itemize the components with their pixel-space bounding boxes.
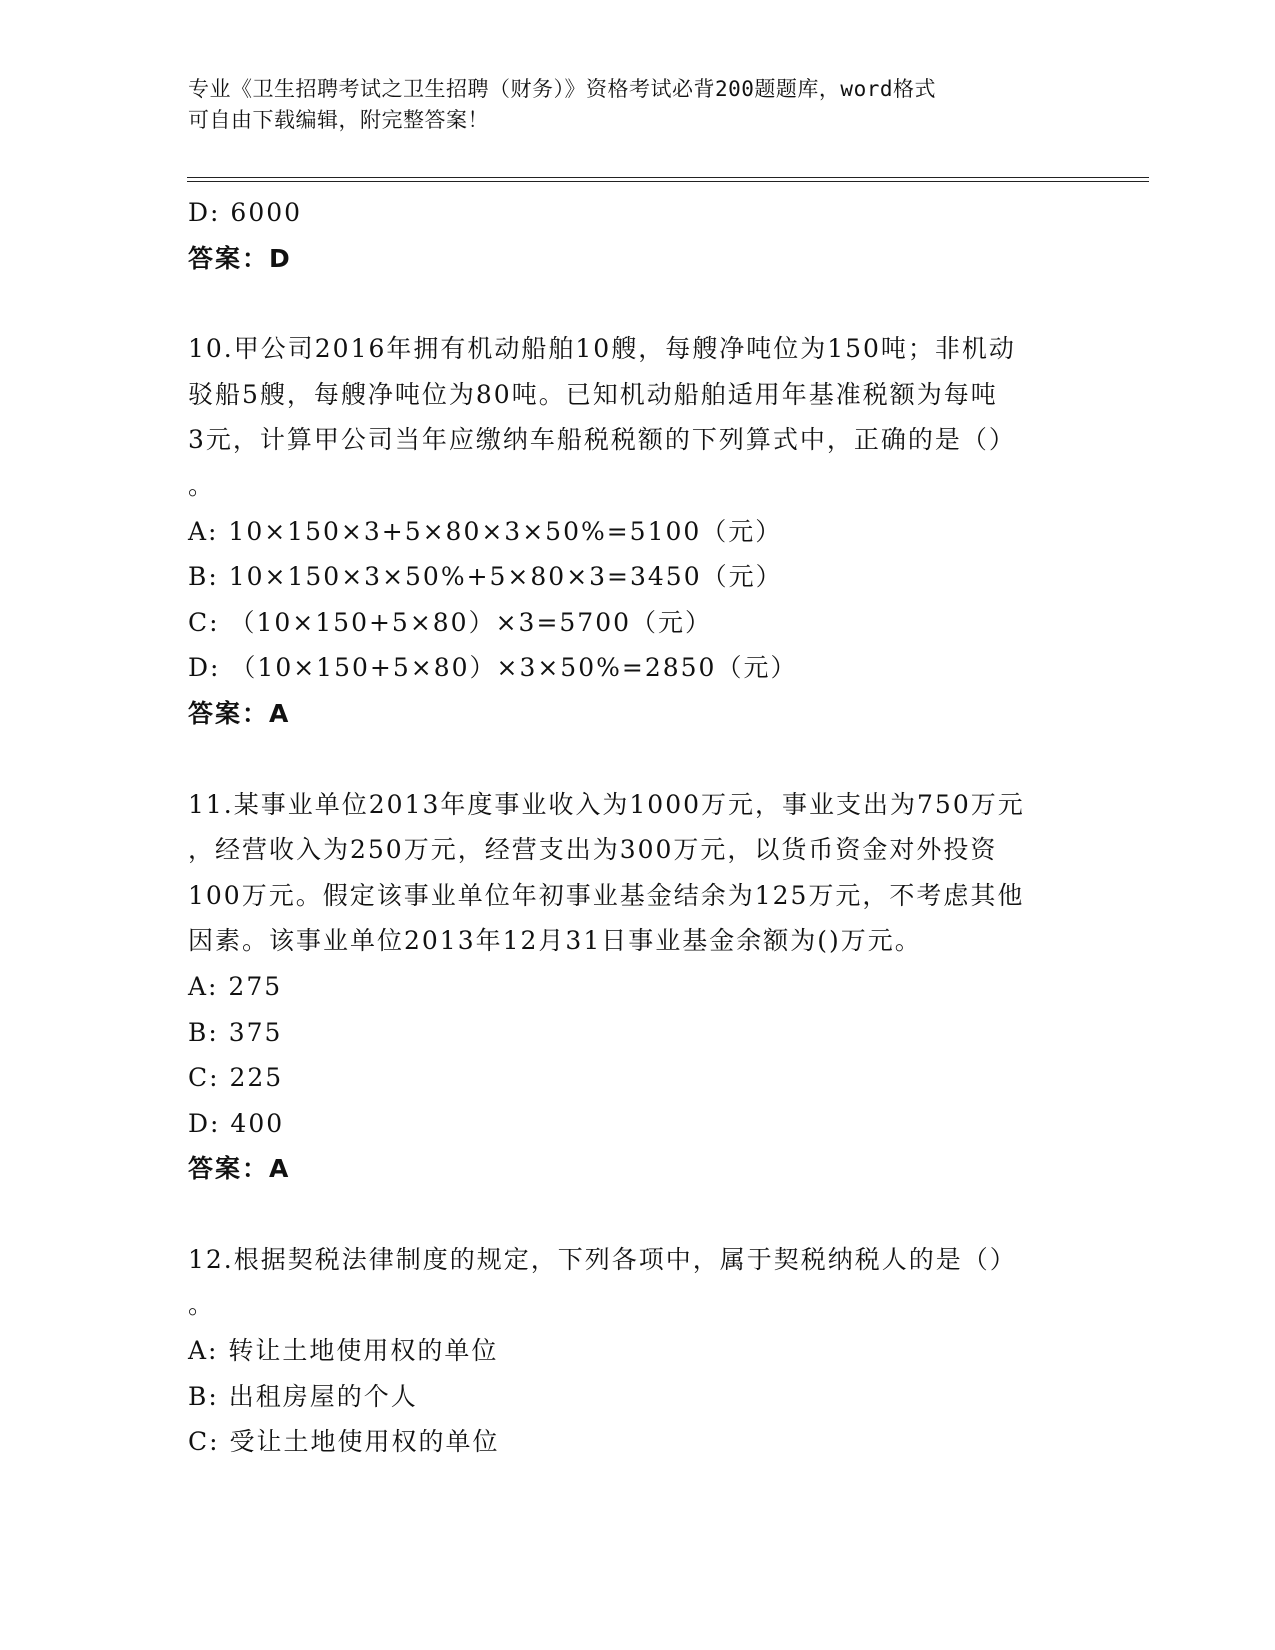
q11-option-b: B: 375 [188, 1017, 283, 1047]
q10-option-b: B: 10×150×3×50%+5×80×3=3450（元） [188, 562, 783, 592]
q12-stem-line-1: 12.根据契税法律制度的规定，下列各项中，属于契税纳税人的是（） [188, 1244, 1017, 1274]
q11-option-a: A: 275 [188, 971, 283, 1001]
q11-stem-line-3: 100万元。假定该事业单位年初事业基金结余为125万元，不考虑其他 [188, 880, 1025, 910]
q10-option-c: C: （10×150+5×80）×3=5700（元） [188, 607, 713, 637]
header-title-line-2: 可自由下载编辑，附完整答案！ [188, 108, 489, 132]
header-divider-top [187, 177, 1149, 178]
q10-stem-line-1: 10.甲公司2016年拥有机动船舶10艘，每艘净吨位为150吨；非机动 [188, 334, 1016, 364]
q10-stem-line-3: 3元，计算甲公司当年应缴纳车船税税额的下列算式中，正确的是（） [188, 425, 1016, 455]
q10-option-a: A: 10×150×3+5×80×3×50%=5100（元） [188, 516, 783, 546]
q11-answer: 答案：A [188, 1154, 291, 1184]
page-header [188, 74, 1088, 136]
q10-option-d: D: （10×150+5×80）×3×50%=2850（元） [188, 653, 798, 683]
document-body [188, 190, 1088, 1465]
q10-stem-line-2: 驳船5艘，每艘净吨位为80吨。已知机动船舶适用年基准税额为每吨 [188, 379, 998, 409]
spacer [188, 281, 1088, 326]
q9-answer: 答案：D [188, 243, 292, 273]
q11-stem-line-4: 因素。该事业单位2013年12月31日事业基金余额为()万元。 [188, 926, 922, 956]
q12-option-c: C: 受让土地使用权的单位 [188, 1427, 500, 1457]
spacer [188, 737, 1088, 782]
question-11 [188, 782, 1088, 1192]
q11-stem-line-1: 11.某事业单位2013年度事业收入为1000万元，事业支出为750万元 [188, 789, 1025, 819]
question-9-tail [188, 190, 1088, 281]
question-12 [188, 1237, 1088, 1465]
header-title-line-1: 专业《卫生招聘考试之卫生招聘（财务）》资格考试必背200题题库，word格式 [188, 77, 936, 101]
q10-stem-line-4: 。 [188, 470, 216, 500]
question-10 [188, 326, 1088, 736]
q12-stem-line-2: 。 [188, 1290, 216, 1320]
q11-stem-line-2: ，经营收入为250万元，经营支出为300万元，以货币资金对外投资 [188, 835, 998, 865]
q12-option-b: B: 出租房屋的个人 [188, 1381, 418, 1411]
q10-answer: 答案：A [188, 698, 291, 728]
q12-option-a: A: 转让土地使用权的单位 [188, 1336, 499, 1366]
q9-option-d: D: 6000 [188, 198, 303, 227]
spacer [188, 1192, 1088, 1237]
header-divider-bottom [187, 181, 1149, 182]
q11-option-d: D: 400 [188, 1108, 285, 1138]
q11-option-c: C: 225 [188, 1063, 284, 1093]
